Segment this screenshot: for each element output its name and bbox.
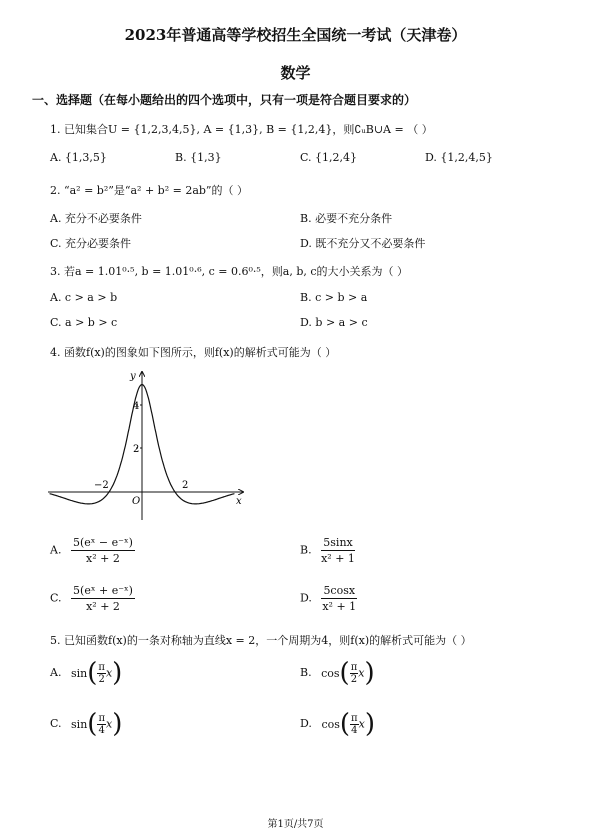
q4-option-a-denominator: x² + 2 bbox=[86, 552, 120, 565]
q2-option-b[interactable]: B. 必要不充分条件 bbox=[300, 212, 393, 225]
q4-option-d-numerator: 5cosx bbox=[323, 584, 356, 597]
q5-option-c-denominator: 4 bbox=[98, 724, 105, 736]
q5-option-d-label: D. bbox=[300, 717, 312, 730]
q3-option-d[interactable]: D. b > a > c bbox=[300, 316, 368, 329]
q5-option-b[interactable]: B. cos( $\frac{\pi}{2}$ x) bbox=[300, 658, 375, 688]
y-tick-4: 4 bbox=[133, 401, 140, 412]
q4-option-a-label: A. bbox=[50, 543, 62, 557]
q1-option-c[interactable]: C. {1,2,4} bbox=[300, 151, 358, 164]
q4-option-b-denominator: x² + 1 bbox=[321, 552, 355, 565]
q1-option-a[interactable]: A. {1,3,5} bbox=[50, 151, 107, 164]
q5-option-a-numerator: π bbox=[98, 661, 105, 673]
y-axis-label: y bbox=[130, 371, 136, 382]
q4-option-a[interactable] bbox=[50, 536, 135, 565]
question-3-stem: 3. 若a = 1.01⁰·⁵, b = 1.01⁰·⁶, c = 0.6⁰·⁵，则a, b, c的大小关系为（ ） bbox=[50, 265, 409, 278]
q5-option-c-numerator: π bbox=[98, 712, 106, 724]
q1-option-d[interactable]: D. {1,2,4,5} bbox=[425, 151, 493, 164]
q5-option-a-label: A. bbox=[50, 666, 62, 679]
q5-option-c-label: C. bbox=[50, 717, 62, 730]
q5-option-b-denominator: 2 bbox=[350, 673, 358, 685]
q5-option-b-numerator: π bbox=[350, 661, 358, 673]
question-1-stem: 1. 已知集合U = {1,2,3,4,5}, A = {1,3}, B = {1,2,4}，则∁ᵤB∪A = （ ） bbox=[50, 123, 433, 136]
q4-option-c-numerator: 5(eˣ + e⁻ˣ) bbox=[73, 584, 133, 597]
q4-option-b-label: B. bbox=[300, 543, 312, 557]
q4-option-d-label: D. bbox=[300, 591, 312, 605]
function-graph bbox=[48, 368, 248, 523]
q5-option-c-fn: sin bbox=[71, 717, 88, 731]
q5-option-b-label: B. bbox=[300, 666, 312, 679]
page-title: 2023年普通高等学校招生全国统一考试（天津卷） bbox=[124, 26, 467, 44]
q5-option-b-fn: cos bbox=[321, 666, 340, 680]
q4-option-d[interactable] bbox=[300, 584, 357, 613]
q4-option-c[interactable] bbox=[50, 584, 135, 613]
q2-option-a[interactable]: A. 充分不必要条件 bbox=[50, 212, 142, 225]
x-tick-neg2: −2 bbox=[94, 480, 109, 491]
q5-option-c[interactable]: C. sin( $\frac{\pi}{4}$ x) bbox=[50, 709, 123, 739]
q3-option-c[interactable]: C. a > b > c bbox=[50, 316, 118, 329]
section-heading: 一、选择题（在每小题给出的四个选项中，只有一项是符合题目要求的） bbox=[32, 93, 417, 107]
q5-option-d[interactable]: D. cos( $\frac{\pi}{4}$ x) bbox=[300, 709, 375, 739]
x-axis-label: x bbox=[236, 496, 242, 507]
q5-option-a-fn: sin bbox=[70, 666, 88, 680]
question-2-stem: 2. “a² = b²”是“a² + b² = 2ab”的（ ） bbox=[50, 184, 249, 197]
q5-option-d-denominator: 4 bbox=[351, 724, 358, 736]
q4-option-b[interactable] bbox=[300, 536, 355, 565]
q1-option-b[interactable]: B. {1,3} bbox=[175, 151, 222, 164]
q4-option-c-label: C. bbox=[50, 591, 62, 605]
q5-option-d-fn: cos bbox=[321, 717, 340, 731]
subject-title: 数学 bbox=[280, 64, 311, 82]
q5-option-d-numerator: π bbox=[351, 712, 358, 724]
x-tick-2: 2 bbox=[182, 480, 189, 491]
question-5-stem: 5. 已知函数f(x)的一条对称轴为直线x = 2，一个周期为4，则f(x)的解析式可能为（ ） bbox=[50, 634, 472, 647]
q4-option-d-denominator: x² + 1 bbox=[322, 600, 357, 613]
page-footer: 第1页/共7页 bbox=[267, 819, 324, 830]
q5-option-a[interactable]: A. sin( $\frac{\pi}{2}$ x) bbox=[50, 658, 123, 688]
y-tick-2: 2 bbox=[133, 444, 140, 455]
q4-option-b-numerator: 5sinx bbox=[323, 536, 353, 549]
question-4-stem: 4. 函数f(x)的图象如下图所示，则f(x)的解析式可能为（ ） bbox=[50, 346, 337, 359]
origin-label: O bbox=[132, 496, 141, 507]
q3-option-a[interactable]: A. c > a > b bbox=[50, 291, 118, 304]
q2-option-d[interactable]: D. 既不充分又不必要条件 bbox=[300, 237, 426, 250]
q4-option-c-denominator: x² + 2 bbox=[86, 600, 120, 613]
q2-option-c[interactable]: C. 充分必要条件 bbox=[50, 237, 132, 250]
q5-option-a-denominator: 2 bbox=[98, 673, 105, 685]
q3-option-b[interactable]: B. c > b > a bbox=[300, 291, 368, 304]
q4-option-a-numerator: 5(eˣ − e⁻ˣ) bbox=[72, 536, 133, 549]
